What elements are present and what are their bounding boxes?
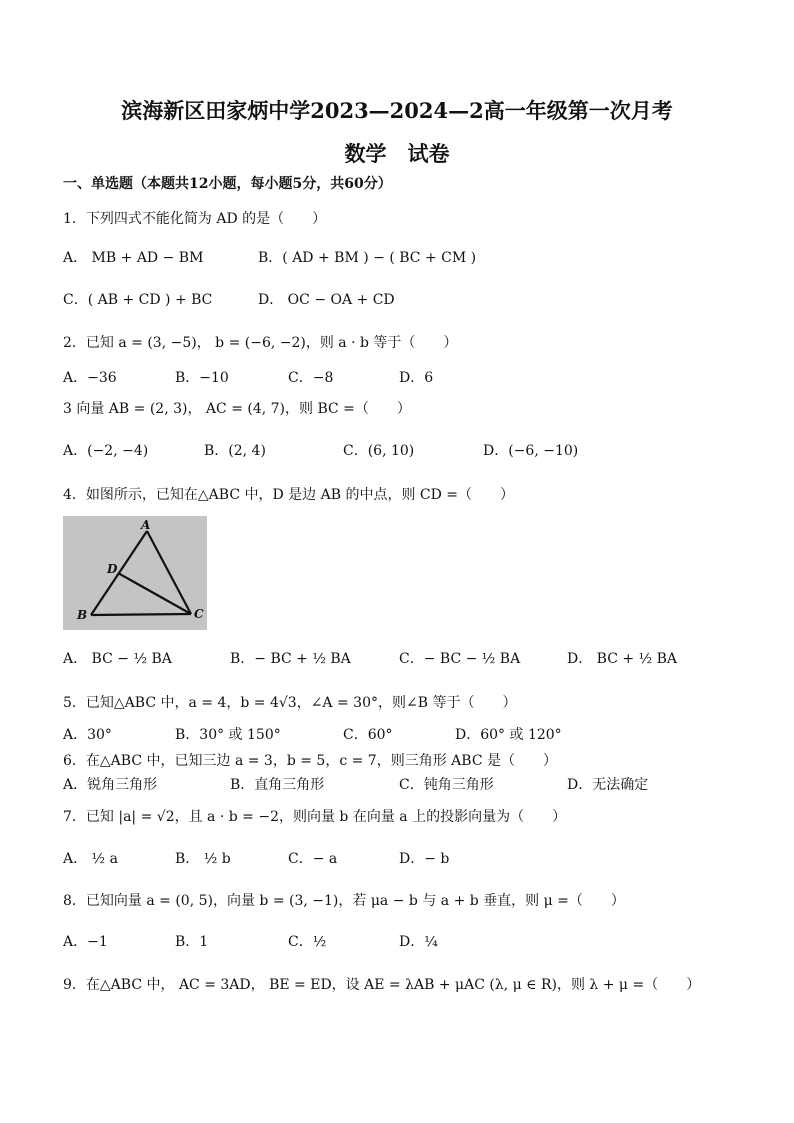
q2-stem: 2．已知 a = (3, −5)， b = (−6, −2)，则 a · b 等于（ ）	[63, 335, 458, 351]
q6-option-d: D．无法确定	[567, 777, 649, 793]
vertex-b-label: B	[77, 608, 88, 622]
q9-stem: 9．在△ABC 中， AC = 3AD， BE = ED，设 AE = λAB + μAC (λ, μ ∈ R)，则 λ + μ =（ ）	[63, 977, 701, 993]
q6-option-c: C．钝角三角形	[399, 777, 494, 793]
q4-option-d: D． BC + ½ BA	[567, 651, 677, 667]
q3-option-b: B．(2, 4)	[204, 443, 266, 459]
q7-stem: 7．已知 |a| = √2，且 a · b = −2，则向量 b 在向量 a 上的投影向量为（ ）	[63, 809, 567, 825]
q1-option-b: B．( AD + BM ) − ( BC + CM )	[258, 250, 477, 266]
q1-option-d: D． OC − OA + CD	[258, 292, 395, 308]
q8-option-a: A．−1	[63, 934, 108, 950]
section-heading: 一、单选题（本题共12小题，每小题5分，共60分）	[63, 176, 392, 192]
q4-stem: 4．如图所示，已知在△ABC 中，D 是边 AB 的中点，则 CD =（ ）	[63, 487, 515, 503]
q8-stem: 8．已知向量 a = (0, 5)，向量 b = (3, −1)，若 μa − b 与 a + b 垂直，则 μ =（ ）	[63, 893, 625, 909]
q5-option-a: A．30°	[63, 727, 112, 743]
q3-option-d: D．(−6, −10)	[483, 443, 579, 459]
vertex-a-label: A	[141, 518, 151, 532]
q3-option-c: C．(6, 10)	[343, 443, 415, 459]
q2-option-d: D．6	[399, 370, 434, 386]
q5-option-c: C．60°	[343, 727, 393, 743]
q2-option-c: C．−8	[288, 370, 334, 386]
q5-option-d: D．60° 或 120°	[455, 727, 562, 743]
q4-option-a: A． BC − ½ BA	[63, 651, 172, 667]
q2-option-a: A．−36	[63, 370, 117, 386]
q5-option-b: B．30° 或 150°	[175, 727, 281, 743]
exam-title: 滨海新区田家炳中学2023—2024—2高一年级第一次月考	[121, 98, 673, 123]
q8-option-d: D．¼	[399, 934, 438, 950]
vertex-c-label: C	[194, 607, 204, 621]
q8-option-c: C．½	[288, 934, 327, 950]
q6-option-a: A．锐角三角形	[63, 777, 158, 793]
q3-option-a: A．(−2, −4)	[63, 443, 149, 459]
q1-option-a: A． MB + AD − BM	[63, 250, 204, 266]
q6-stem: 6．在△ABC 中，已知三边 a = 3，b = 5，c = 7，则三角形 ABC 是（ ）	[63, 753, 557, 769]
q6-option-b: B．直角三角形	[230, 777, 325, 793]
q1-stem: 1．下列四式不能化简为 AD 的是（ ）	[63, 211, 327, 227]
q7-option-a: A． ½ a	[63, 851, 118, 867]
vertex-d-label: D	[107, 562, 118, 576]
q7-option-d: D．− b	[399, 851, 450, 867]
triangle-diagram	[63, 516, 207, 630]
triangle-figure	[63, 516, 207, 630]
exam-subtitle: 数学 试卷	[344, 141, 450, 166]
q4-option-c: C．− BC − ½ BA	[399, 651, 521, 667]
q4-option-b: B．− BC + ½ BA	[230, 651, 351, 667]
q8-option-b: B．1	[175, 934, 209, 950]
q7-option-b: B． ½ b	[175, 851, 231, 867]
q7-option-c: C．− a	[288, 851, 338, 867]
q2-option-b: B．−10	[175, 370, 229, 386]
q3-stem: 3 向量 AB = (2, 3)， AC = (4, 7)，则 BC =（ ）	[63, 401, 411, 417]
q1-option-c: C．( AB + CD ) + BC	[63, 292, 213, 308]
q5-stem: 5．已知△ABC 中，a = 4，b = 4√3，∠A = 30°，则∠B 等于（ ）	[63, 695, 517, 711]
